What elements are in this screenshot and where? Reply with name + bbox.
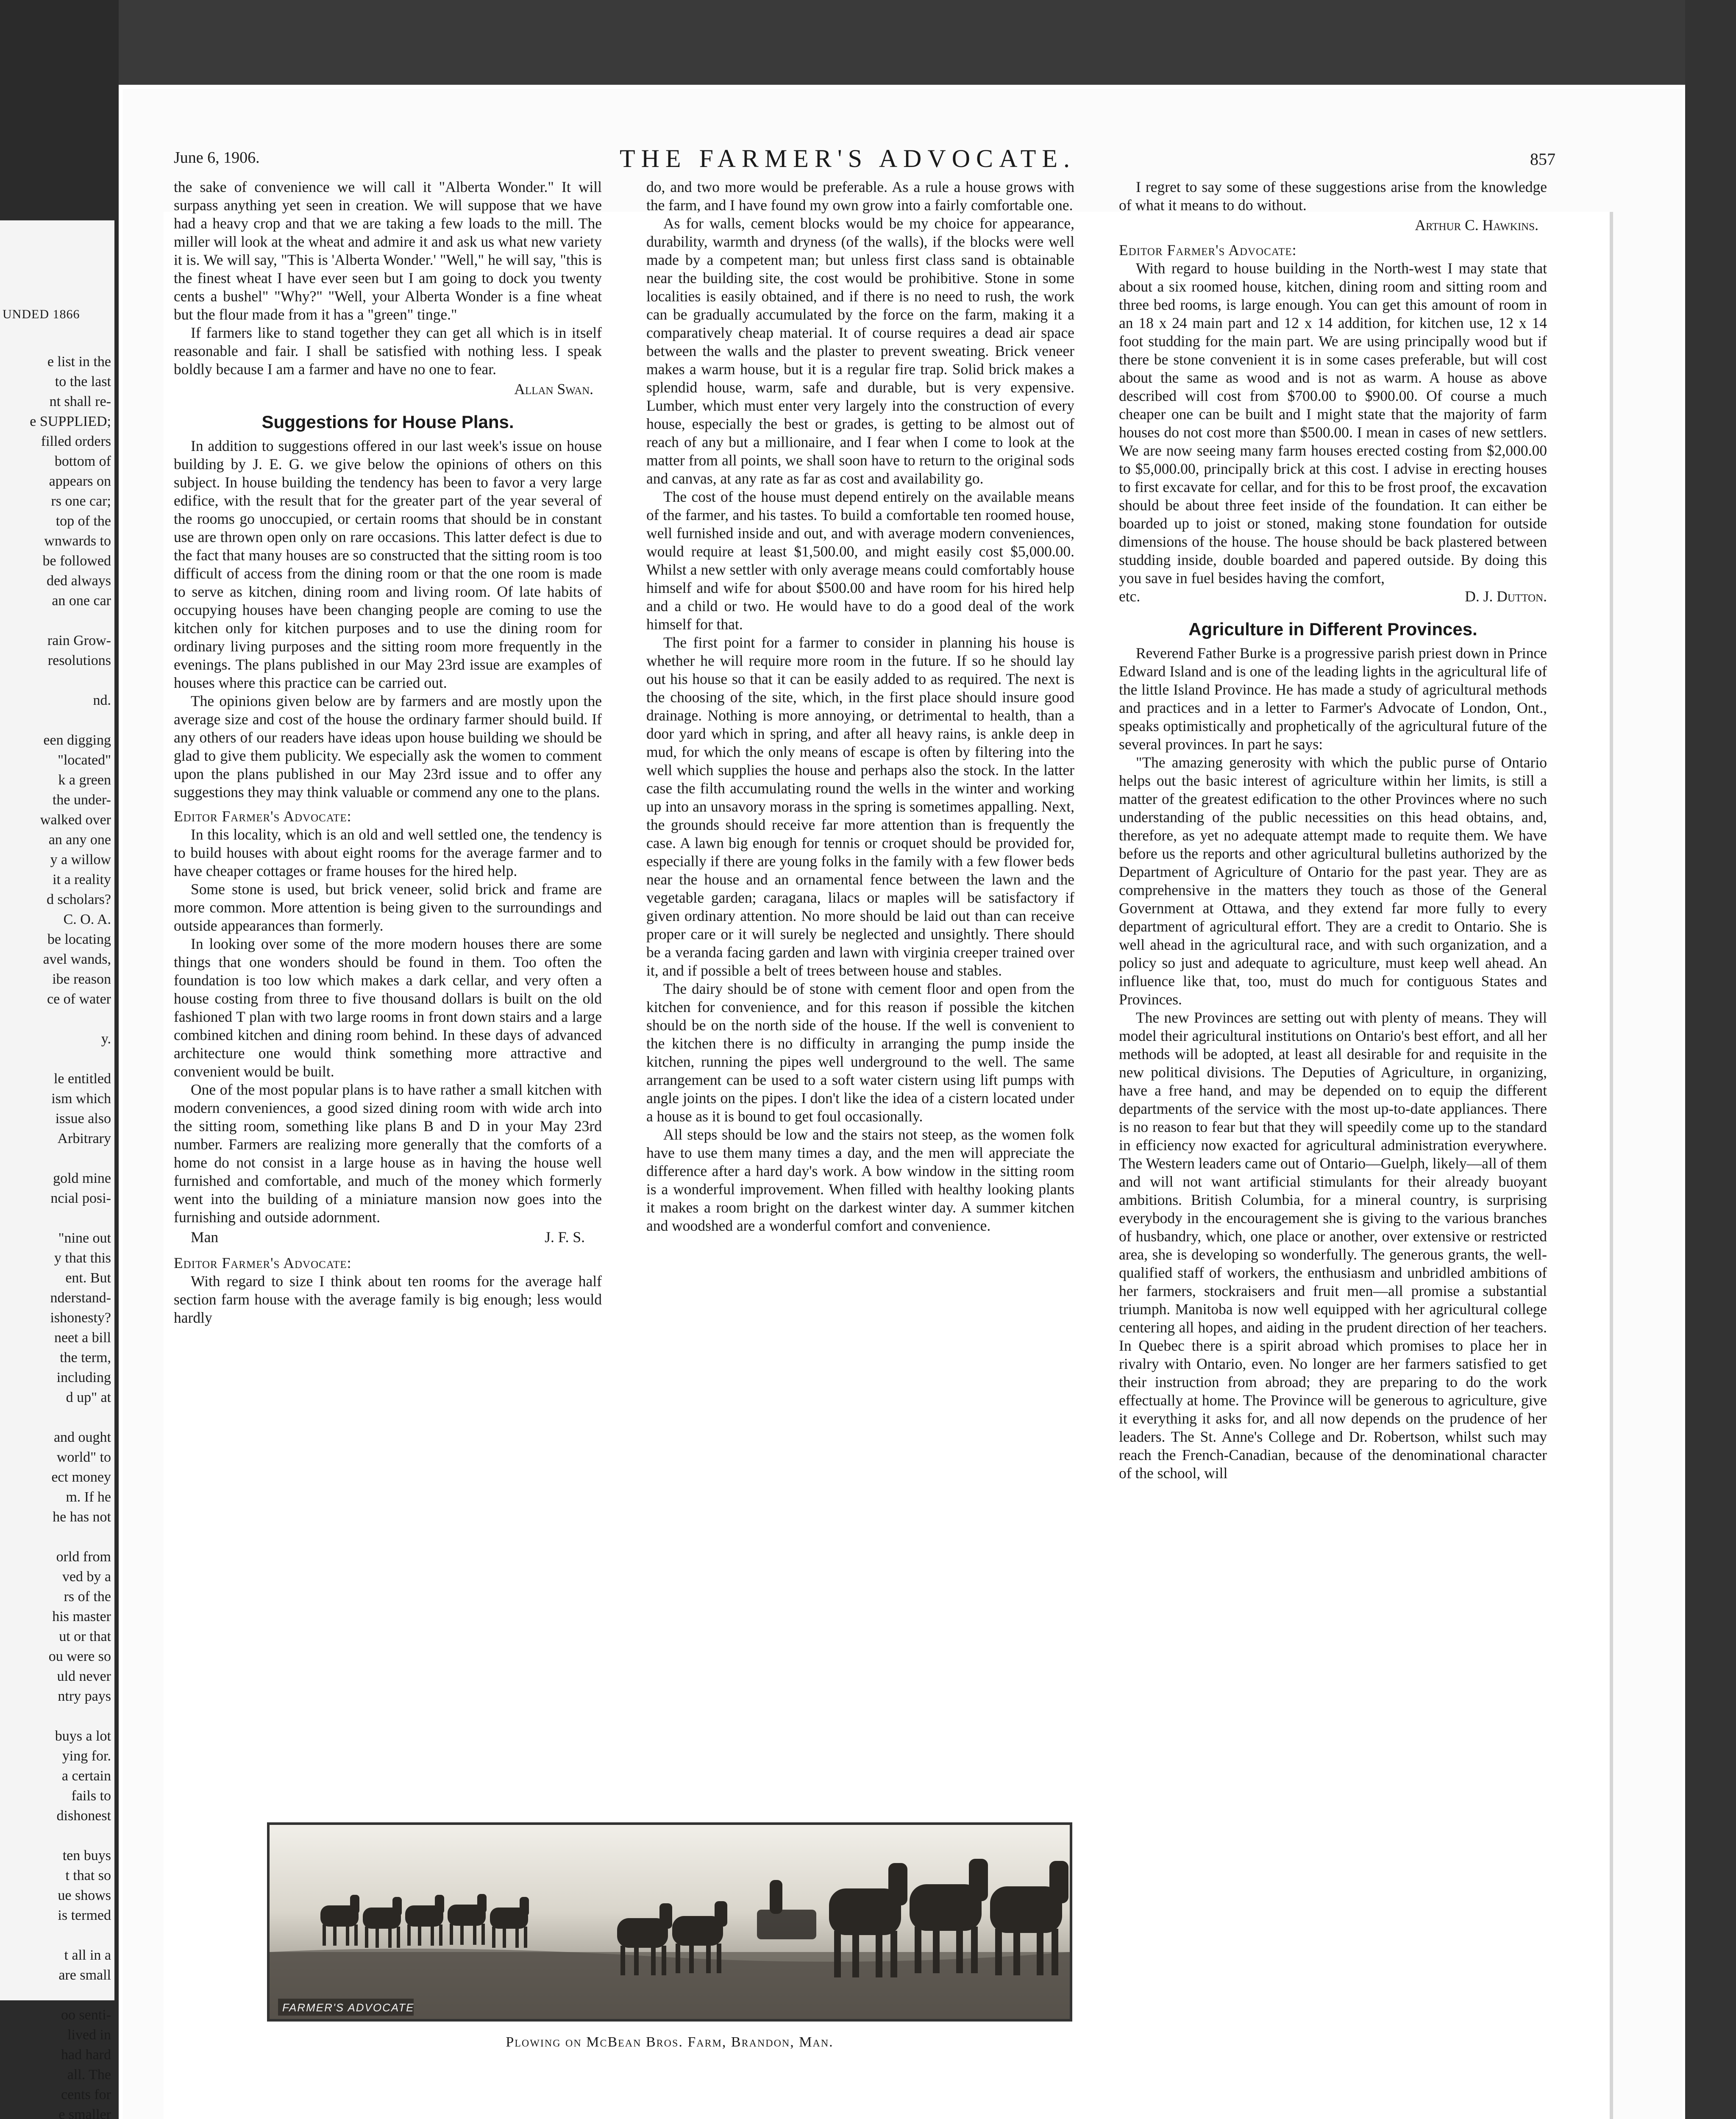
paragraph: With regard to house building in the North-west I may state that about a six roomed house, kitchen, dining room and sitting room and three bed rooms, is large enough. You can get this amount of room in an 18 x 24 main part and 12 x 14 addition, for kitchen use, 12 x 14 foot studding for the main part. We are using principally wood but if there be stone convenient it is in some cases preferable, but will cost about the same as wood and is not as warm. A house as above described will cost from $700.00 to $900.00. Of course a much cheaper one can be built and I might state that the majority of farm houses do not cost more than $500.00. I mean in cases of new settlers. We are now seeing many farm houses erected costing from $2,000.00 to $5,000.00, principally brick at this cost. I advise in erecting houses to first excavate for cellar, and for this to be frost proof, the excavation should be about three feet inside of the foundation. It can either be boarded up to joist or stoned, making stone foundation for outside dimensions of the house. The house should be back plastered between studding inside, double boarded and papered outside. By doing this you save in fuel besides having the comfort, — [1119, 260, 1547, 587]
previous-page-header: UNDED 1866 — [3, 307, 80, 321]
previous-page-line: filled orders — [41, 434, 111, 449]
scan-right-border — [1685, 0, 1736, 2119]
paragraph: "The amazing generosity with which the public purse of Ontario helps out the basic interest of agriculture within her limits, is still a matter of the greatest edification to the other Provinces where no such understanding of the public necessities on this head obtains, and, therefore, as yet no adequate attempt made to requite them. We have before us the reports and other agricultural bulletins authorized by the Department of Agriculture of Ontario for the past year. They are as comprehensive in the matters they touch as those of the General Government at Ottawa, and they extend far more fully to every department of agricultural effort. They are a credit to Ontario. She is well ahead in the agricultural race, and with such organization, and a policy so just and adequate to agriculture, must keep well ahead. An influence like that, too, must do much for contiguous States and Provinces. — [1119, 754, 1547, 1008]
plowing-photo-image — [270, 1825, 1070, 2019]
previous-page-line — [0, 1985, 111, 2005]
previous-page-line: rs of the — [64, 1589, 111, 1605]
heading-agriculture: Agriculture in Different Provinces. — [1188, 619, 1477, 639]
paragraph: The first point for a farmer to consider in planning his house is whether he will require more room in the future. If so he should lay out his house so that it can be easily added to as required. The next is the choosing of the site, which, in the first place should insure good drainage. Nothing is more annoying, or detrimental to health, than a door yard which in spring, and after all heavy rains, is ankle deep in mud, for which the only means of escape is often by filtering into the well which supplies the house and perhaps also the stock. In the latter case the filth accumulating round the wells in the winter and working up into an unsavory morass in the spring is sometimes appalling. Next, the grounds should receive far more attention than is frequently the case. A lawn big enough for tennis or croquet should be provided for, especially if there are young folks in the family with a few flower beds near the house and an ornamental fence between the lawn and the vegetable garden; caragana, lilacs or maples will be satisfactory if given ordinary attention. No more should be laid out than can receive proper care or it will surely be neglected and unsightly. There should be a veranda facing garden and lawn with virginia creeper trained over it, and if possible a belt of trees between house and stables. — [646, 634, 1074, 979]
previous-page-line: uld never — [57, 1669, 111, 1684]
previous-page-line: including — [56, 1370, 111, 1385]
previous-page-line: wnwards to — [44, 533, 111, 549]
previous-page-line — [0, 1527, 111, 1547]
previous-page-line: buys a lot — [55, 1728, 111, 1744]
previous-page-line: he has not — [53, 1509, 111, 1525]
previous-page-line — [0, 1148, 111, 1168]
previous-page-line: his master — [52, 1609, 111, 1624]
letter-salutation: Editor Farmer's Advocate: — [174, 808, 352, 825]
previous-page-line: be locating — [47, 932, 111, 947]
signature-allan-swan: Allan Swan. — [514, 381, 593, 398]
previous-page-line — [0, 1208, 111, 1228]
photo-caption: Plowing on McBean Bros. Farm, Brandon, Man. — [506, 2034, 834, 2050]
previous-page-line: e list in the — [47, 354, 111, 370]
previous-page-line — [0, 1706, 111, 1726]
column-3 — [1119, 178, 1547, 1839]
paragraph: One of the most popular plans is to have rather a small kitchen with modern conveniences, a good sized dining room with wide arch into the sitting room, something like plans B and D in your May 23rd number. Farmers are realizing more generally that the comforts of a home do not consist in a large house as in having the house well furnished and comfortable, and much of the money which formerly went into the building of a miniature mansion now goes into the furnishing and outside adornment. — [174, 1081, 602, 1226]
previous-page-line: dishonest — [56, 1808, 111, 1824]
paragraph: In addition to suggestions offered in our last week's issue on house building by J. E. G. we give below the opinions of others on this subject. In house building the tendency has been to favor a very large edifice, with the result that for the greater part of the year several of the rooms go unoccupied, or certain rooms that should be in constant use are thrown open only on rare occasions. This latter defect is due to the fact that many houses are so constructed that the sitting room is too difficult of access from the dining room or that the one room is made to serve as kitchen, dining room and living room. Of late habits of occupying houses have been changing people are coming to use the kitchen only for kitchen purposes and to use the dining room for ordinary living purposes and the sitting room more frequently in the evenings. The plans published in our May 23rd issue are examples of houses where this practice can be carried out. — [174, 437, 602, 691]
previous-page-line: be followed — [42, 553, 111, 569]
previous-page-line: t all in a — [64, 1947, 111, 1963]
previous-page-line: d up" at — [66, 1390, 111, 1405]
column-1 — [174, 178, 602, 1839]
previous-page-line: ect money — [51, 1469, 111, 1485]
article-columns — [174, 178, 1547, 1839]
previous-page-line: rain Grow- — [47, 633, 111, 648]
page-number: 857 — [1530, 150, 1555, 169]
previous-page-line: y. — [101, 1031, 111, 1047]
page-layer — [123, 0, 1683, 2119]
previous-page-line: resolutions — [47, 653, 111, 668]
previous-page-line: oo senti- — [61, 2007, 111, 2023]
plowing-photograph — [267, 1822, 1072, 2022]
paragraph: If farmers like to stand together they can get all which is in itself reasonable and fair. I shall be satisfied with nothing less. I speak boldly because I am a farmer and have no one to fear. — [174, 324, 602, 378]
previous-page-line: it a reality — [53, 872, 111, 887]
previous-page-line: ved by a — [62, 1569, 111, 1585]
paragraph: As for walls, cement blocks would be my choice for appearance, durability, warmth and dryness (of the walls), if the blocks were well made by a competent man; but unless first class sand is obtainable near the building site, the cost would be prohibitive. Stone in some localities is easily obtained, and if there is no need to rush, the work can be gradually accumulated by the force on the farm, making it a comparatively cheap material. It of course requires a dead air space between the walls and the plaster to prevent sweating. Brick veneer makes a warm house, but it is a regular fire trap. Solid brick makes a splendid house, warm, safe and durable, but is very expensive. Lumber, which must enter very largely into the construction of every house, especially the best or grades, is getting to be almost out of reach of any but a millionaire, and I fear when I come to look at the matter from all points, we shall soon have to return to the original sods and canvas, at any rate as far as cost and availability go. — [646, 215, 1074, 487]
previous-page-line: e SUPPLIED; — [30, 414, 111, 429]
previous-page-line: an any one — [48, 832, 111, 848]
previous-page-line: ded always — [46, 573, 111, 589]
previous-page-line: d scholars? — [46, 892, 111, 907]
previous-page-line — [0, 1407, 111, 1427]
previous-page-line: rs one car; — [51, 493, 111, 509]
previous-page-line: appears on — [49, 473, 111, 489]
etc-text: etc. — [1119, 588, 1141, 605]
paragraph: In looking over some of the more modern houses there are some things that one wonders should be found in them. Too often the foundation is too low which makes a dark cellar, and very often a house costing from three to five thousand dollars is built on the old fashioned T plan with two large rooms in front down stairs and a large combined kitchen and dining room behind. In these days of advanced architecture one would think something more attractive and convenient would be built. — [174, 935, 602, 1080]
previous-page-line: m. If he — [66, 1489, 111, 1505]
previous-page-line: ut or that — [59, 1629, 111, 1644]
paragraph: All steps should be low and the stairs not steep, as the women folk have to use them many times a day, and the men will appreciate the difference after a hard day's work. A bow window in the sitting room is a wonderful improvement. When filled with healthy looking plants it makes a room bright on the darkest winter day. A summer kitchen and woodshed are a wonderful comfort and convenience. — [646, 1126, 1074, 1234]
previous-page-line: e smaller — [58, 2107, 111, 2119]
previous-page-line: C. O. A. — [63, 912, 111, 927]
previous-page-line: le entitled — [53, 1071, 111, 1087]
previous-page-line: y that this — [54, 1250, 111, 1266]
previous-page-line: k a green — [58, 772, 111, 788]
column-2 — [646, 178, 1074, 1839]
paragraph: do, and two more would be preferable. As a rule a house grows with the farm, and I have found my own grow into a fairly comfortable one. — [646, 178, 1074, 214]
previous-page-line: ncial posi- — [50, 1190, 111, 1206]
page-header — [123, 144, 1572, 182]
previous-page-line: ntry pays — [58, 1688, 111, 1704]
previous-page-line: lived in — [67, 2027, 111, 2043]
previous-page-line — [0, 1925, 111, 1945]
previous-page-line: to the last — [55, 374, 111, 389]
previous-page-line: are small — [58, 1967, 111, 1983]
previous-page-line: nt shall re- — [49, 394, 111, 409]
previous-page-line: ue shows — [58, 1888, 111, 1903]
previous-page-text — [0, 352, 111, 2119]
signature-dutton: D. J. Dutton. — [1465, 588, 1547, 605]
previous-page-line: orld from — [56, 1549, 111, 1565]
previous-page-line: neet a bill — [54, 1330, 111, 1346]
previous-page-line: gold mine — [53, 1171, 111, 1186]
signature-jfs — [191, 1228, 585, 1246]
previous-page-line: is termed — [58, 1908, 111, 1923]
previous-page-line: avel wands, — [43, 951, 111, 967]
paragraph: The dairy should be of stone with cement floor and open from the kitchen for convenience, and for this reason if possible the kitchen should be on the north side of the house. If the well is convenient to the kitchen there is no difficulty in arranging the pump inside the kitchen, running the pipes well underground to the well. The same arrangement can be used to a soft water cistern using lift pumps with angle joints on the pipes. I don't like the idea of a cistern located under a house as it is bound to get foul occasionally. — [646, 980, 1074, 1125]
signature-place: Man — [191, 1229, 219, 1246]
previous-page-line: ce of water — [47, 991, 111, 1007]
previous-page-line: "located" — [58, 752, 111, 768]
paragraph: Reverend Father Burke is a progressive parish priest down in Prince Edward Island and is one of the leading lights in the agricultural life of the little Island Province. He has made a study of agricultural methods and practices and in a letter to Farmer's Advocate of London, Ont., speaks optimistically and prophetically of the agricultural future of the several provinces. In part he says: — [1119, 645, 1547, 753]
previous-page-line: the term, — [60, 1350, 111, 1365]
paragraph: the sake of convenience we will call it "Alberta Wonder." It will surpass anything yet seen in creation. We will suppose that we have had a heavy crop and that we are taking a few loads to the mill. The miller will look at the wheat and admire it and ask us what new variety it is. We will say, "This is 'Alberta Wonder.' "Well," he will say, "this is the finest wheat I have ever seen but I am going to dock you twenty cents a bushel" "Why?" "Well, your Alberta Wonder is a fine wheat but the flour made from it has a "green" tinge." — [174, 178, 602, 323]
previous-page-line — [0, 1009, 111, 1029]
previous-page-line: cents for — [61, 2087, 111, 2102]
masthead-title: THE FARMER'S ADVOCATE. — [619, 145, 1076, 172]
previous-page-line: nd. — [93, 692, 111, 708]
letter-salutation: Editor Farmer's Advocate: — [1119, 242, 1297, 259]
heading-house-plans: Suggestions for House Plans. — [262, 412, 514, 432]
signature-initials: J. F. S. — [545, 1229, 585, 1246]
signature-hawkins: Arthur C. Hawkins. — [1415, 217, 1538, 234]
issue-date: June 6, 1906. — [174, 149, 260, 167]
previous-page-line: een digging — [43, 732, 111, 748]
previous-page-line: walked over — [40, 812, 111, 828]
previous-page-line: top of the — [56, 513, 111, 529]
previous-page-line: the under- — [52, 792, 111, 808]
previous-page-line: t that so — [65, 1868, 111, 1883]
previous-page-line: ism which — [51, 1091, 111, 1107]
paragraph: I regret to say some of these suggestions arise from the knowledge of what it means to do without. — [1119, 178, 1547, 214]
letter-salutation: Editor Farmer's Advocate: — [174, 1254, 352, 1271]
previous-page-fragment — [0, 220, 114, 2119]
previous-page-line: Arbitrary — [57, 1131, 111, 1146]
previous-page-line: and ought — [53, 1429, 111, 1445]
paragraph: The cost of the house must depend entirely on the available means of the farmer, and his tastes. To build a comfortable ten roomed house, well furnished inside and out, and with average modern conveniences, would require at least $1,500.00, and might easily cost $5,000.00. Whilst a new settler with only average means could comfortably house himself and wife for about $500.00 and have room for his hired help and a child or two. He would have to do a good deal of the work himself for that. — [646, 488, 1074, 633]
previous-page-line: ten buys — [62, 1848, 111, 1863]
previous-page-line: ent. But — [65, 1270, 111, 1286]
previous-page-line: world" to — [56, 1449, 111, 1465]
previous-page-line: ishonesty? — [50, 1310, 111, 1326]
previous-page-line — [0, 670, 111, 690]
previous-page-line — [0, 1826, 111, 1846]
paragraph: With regard to size I think about ten rooms for the average half section farm house with the average family is big enough; less would hardly — [174, 1273, 602, 1326]
paragraph: The opinions given below are by farmers and are mostly upon the average size and cost of the house the ordinary farmer should build. If any others of our readers have ideas upon house building we should be glad to give them publicity. We especially ask the women to comment upon the plans published in our May 23rd issue and to offer any suggestions they may think valuable or commend any one to the plans. — [174, 692, 602, 801]
previous-page-line: "nine out — [58, 1230, 111, 1246]
previous-page-line: issue also — [55, 1111, 111, 1126]
previous-page-line — [0, 710, 111, 730]
previous-page-line: ou were so — [48, 1649, 111, 1664]
previous-page-line: a certain — [61, 1768, 111, 1784]
previous-page-line: fails to — [71, 1788, 111, 1804]
previous-page-line: ying for. — [62, 1748, 111, 1764]
photo-watermark: FARMER'S ADVOCATE — [282, 2001, 415, 2014]
paragraph: Some stone is used, but brick veneer, solid brick and frame are more common. More attention is being given to the surroundings and outside appearances than formerly. — [174, 881, 602, 934]
previous-page-line: ibe reason — [52, 971, 111, 987]
signature-dutton-line — [1119, 587, 1547, 606]
previous-page-line: had hard — [61, 2047, 111, 2063]
previous-page-line: y a willow — [50, 852, 111, 868]
previous-page-line — [0, 611, 111, 631]
paragraph: In this locality, which is an old and well settled one, the tendency is to build houses with about eight rooms for the average farmer and to have cheaper cottages or frame houses for the hired help. — [174, 826, 602, 879]
previous-page-line — [0, 1049, 111, 1069]
previous-page-line: nderstand- — [50, 1290, 111, 1306]
previous-page-line: bottom of — [54, 453, 111, 469]
previous-page-line: an one car — [52, 593, 111, 609]
paragraph: The new Provinces are setting out with plenty of means. They will model their agricultural institutions on Ontario's best effort, and all her methods will be adopted, at least all desirable for and requisite in the new political divisions. The Deputies of Agriculture, in organizing, have a free hand, and may be depended on to equip the different departments of the service with the most up-to-date appliances. There is no reason to fear but that they will speedily come up to the standard in efficiency now exacted for agricultural administration everywhere. The Western leaders came out of Ontario—Guelph, likely—all of them and will not want artificial stimulants for their already buoyant ambitions. British Columbia, for a mineral country, is surprising everybody in the encouragement she is giving to the various branches of husbandry, which, one place or another, over extensive or restricted area, she is developing so wonderfully. The generous grants, the well-qualified staff of workers, the enthusiasm and unbridled ambitions of her farmers, stockraisers and fruit men—all promise a substantial triumph. Manitoba is now well equipped with her agricultural college centering all hopes, and aiding in the prudent direction of her teachers. In Quebec there is a spirit abroad which promises to place her in rivalry with Ontario, even. No longer are her farmers satisfied to get their instruction from abroad; they are preparing to do the work effectually at home. The Province will be generous to agriculture, give it everything it asks for, and all now depends on the prudence of her leaders. The St. Anne's College and Dr. Robertson, whilst such may reach the French-Canadian, because of the denominational character of the school, will — [1119, 1009, 1547, 1482]
previous-page-line: all. The — [67, 2067, 111, 2083]
